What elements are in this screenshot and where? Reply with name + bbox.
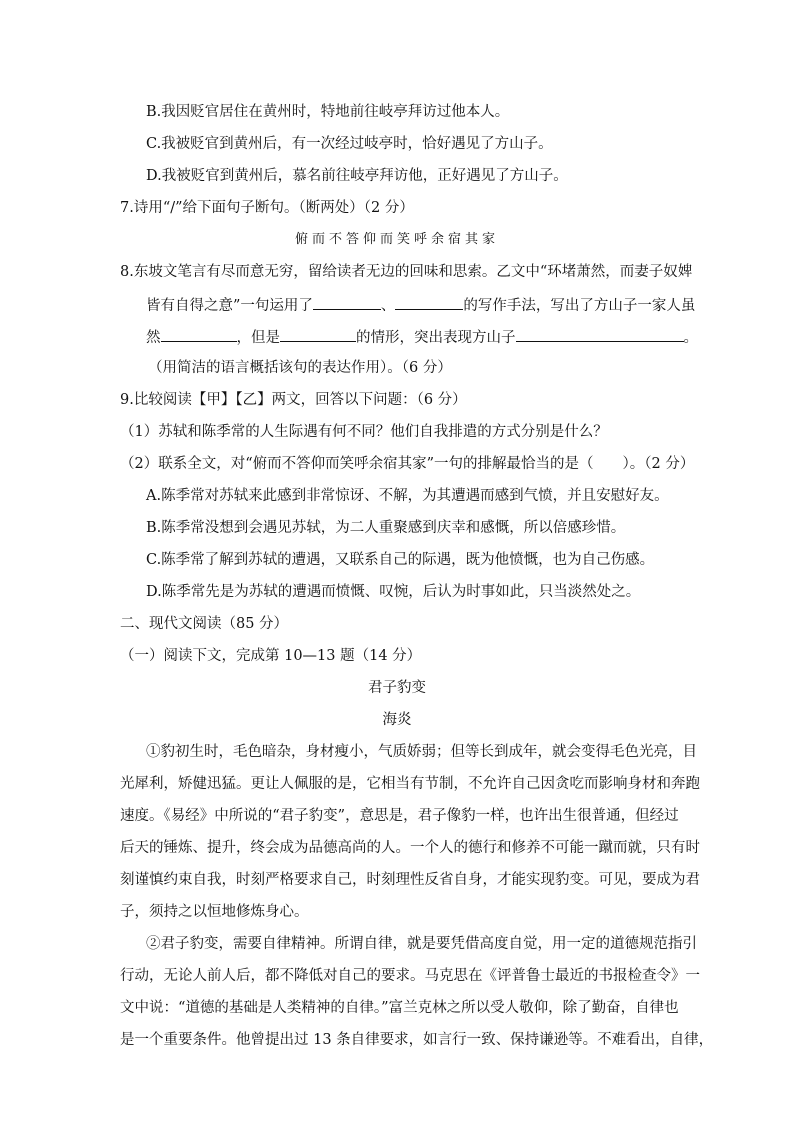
article-p2-line: 文中说：“道德的基础是人类精神的自律。”富兰克林之所以受人敬仰，除了勤奋，自律也 [120,1000,679,1016]
q8-blank-5[interactable] [516,326,684,342]
q9-option-b: B.陈季常没想到会遇见苏轼，为二人重聚感到庆幸和感慨，所以倍感珍惜。 [146,520,626,536]
article-p2-line: 行动，无论人前人后，都不降低对自己的要求。马克思在《评普鲁士最近的书报检查令》一 [120,968,700,984]
q8-blank-4[interactable] [280,326,356,342]
q6-option-b: B.我因贬官居住在黄州时，特地前往岐亭拜访过他本人。 [146,104,510,120]
q7-sentence: 俯而不答仰而笑呼余宿其家 [294,232,499,247]
q9-option-c: C.陈季常了解到苏轼的遭遇，又联系自己的际遇，既为他愤慨，也为自己伤感。 [146,552,655,568]
q8-line2 [146,294,695,316]
q9-option-a: A.陈季常对苏轼来此感到非常惊讶、不解，为其遭遇而感到气愤，并且安慰好友。 [146,488,669,504]
article-p2-line: ②君子豹变，需要自律精神。所谓自律，就是要凭借高度自觉，用一定的道德规范指引 [146,936,697,952]
article-p1-line: ①豹初生时，毛色暗杂，身材瘦小，气质娇弱；但等长到成年，就会变得毛色光亮，目 [146,744,697,760]
q8-blank-2[interactable] [395,294,463,310]
section2-heading: 二、现代文阅读（85 分） [120,616,289,632]
section2-part1: （一）阅读下文，完成第 10—13 题（14 分） [120,648,422,664]
article-p1-line: 光犀利，矫健迅猛。更让人佩服的是，它相当有节制，不允许自己因贪吃而影响身材和奔跑 [120,776,700,792]
q8-line3-text-c: 的情形，突出表现方山子 [356,330,516,346]
q9-sub2: （2）联系全文，对“俯而不答仰而笑呼余宿其家”一句的排解最恰当的是（ ）。（2 分） [120,456,695,472]
q9-option-d: D.陈季常先是为苏轼的遭遇而愤慨、叹惋，后认为时事如此，只当淡然处之。 [146,584,641,600]
q9-sub1: （1）苏轼和陈季常的人生际遇有何不同？他们自我排遣的方式分别是什么？ [120,424,608,440]
q9-prompt: 9.比较阅读【甲】【乙】两文，回答以下问题：（6 分） [120,392,467,408]
q6-option-c: C.我被贬官到黄州后，有一次经过岐亭时，恰好遇见了方山子。 [146,136,553,152]
q8-line2-text-c: 的写作手法，写出了方山子一家人虽 [463,298,696,314]
q8-line3 [146,326,698,348]
article-p2-line: 是一个重要条件。他曾提出过 13 条自律要求，如言行一致、保持谦逊等。不难看出，自律， [120,1032,714,1048]
q8-line4: （用简洁的语言概括该句的表达作用）。（6 分） [148,360,452,376]
q8-line3-text-b: ，但是 [236,330,280,346]
q8-line3-text-a: 然 [146,330,161,346]
article-title: 君子豹变 [368,680,426,696]
q8-blank-3[interactable] [161,326,237,342]
q8-line2-text-a: 皆有自得之意”一句运用了 [146,298,313,314]
q7-prompt: 7.诗用“/”给下面句子断句。（断两处）（2 分） [120,200,414,216]
q8-line2-text-b: 、 [380,298,396,314]
q8-line3-text-d: 。 [683,330,698,346]
q6-option-d: D.我被贬官到黄州后，慕名前往岐亭拜访他，正好遇见了方山子。 [146,168,568,184]
article-p1-line: 子，须持之以恒地修炼身心。 [120,904,309,920]
article-p1-line: 速度。《易经》中所说的“君子豹变”，意思是，君子像豹一样，也许出生很普通，但经过 [120,808,679,824]
article-author: 海炎 [382,712,412,728]
q8-blank-1[interactable] [313,294,381,310]
article-p1-line: 后天的锤炼、提升，终会成为品德高尚的人。一个人的德行和修养不可能一蹴而就，只有时 [120,840,700,856]
article-p1-line: 刻谨慎约束自我，时刻严格要求自己，时刻理性反省自身，才能实现豹变。可见，要成为君 [120,872,700,888]
q8-line1: 8.东坡文笔言有尽而意无穷，留给读者无边的回味和思索。乙文中“环堵萧然，而妻子奴婢 [120,264,693,280]
